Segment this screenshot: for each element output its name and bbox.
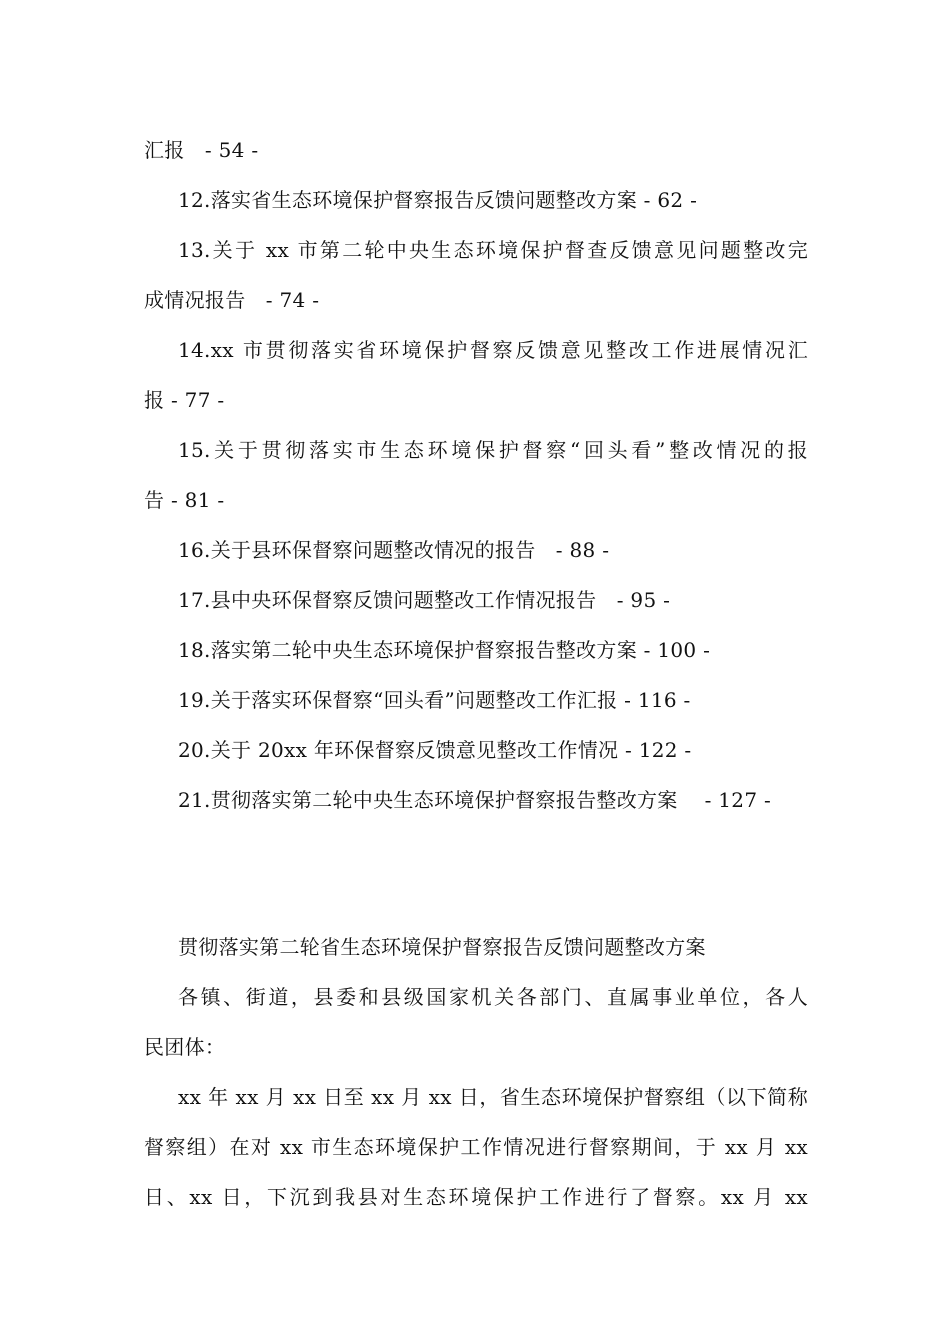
toc-entry-20[interactable]: 20.关于 20xx 年环保督察反馈意见整改工作情况 - 122 - (178, 738, 692, 762)
paragraph-1-line-3: 日、xx 日，下沉到我县对生态环境保护工作进行了督察。xx 月 xx (144, 1185, 808, 1209)
toc-entry-21[interactable]: 21.贯彻落实第二轮中央生态环境保护督察报告整改方案 - 127 - (178, 788, 772, 812)
toc-entry-13-line-2[interactable]: 成情况报告 - 74 - (144, 288, 320, 312)
article-title: 贯彻落实第二轮省生态环境保护督察报告反馈问题整改方案 (178, 935, 706, 959)
salutation-line-2: 民团体： (144, 1035, 226, 1059)
toc-entry-15-line-2[interactable]: 告 - 81 - (144, 488, 225, 512)
paragraph-1-line-1: xx 年 xx 月 xx 日至 xx 月 xx 日，省生态环境保护督察组（以下简称 (178, 1085, 808, 1109)
toc-entry-14-line-2[interactable]: 报 - 77 - (144, 388, 225, 412)
salutation-line-1: 各镇、街道，县委和县级国家机关各部门、直属事业单位，各人 (178, 985, 808, 1009)
toc-entry-12[interactable]: 12.落实省生态环境保护督察报告反馈问题整改方案 - 62 - (178, 188, 698, 212)
toc-entry-16[interactable]: 16.关于县环保督察问题整改情况的报告 - 88 - (178, 538, 610, 562)
toc-entry-18[interactable]: 18.落实第二轮中央生态环境保护督察报告整改方案 - 100 - (178, 638, 711, 662)
toc-entry-11-continuation: 汇报 - 54 - (144, 138, 259, 162)
paragraph-1-line-2: 督察组）在对 xx 市生态环境保护工作情况进行督察期间，于 xx 月 xx (144, 1135, 808, 1159)
toc-entry-15-line-1[interactable]: 15.关于贯彻落实市生态环境保护督察“回头看”整改情况的报 (178, 438, 808, 462)
toc-entry-14-line-1[interactable]: 14.xx 市贯彻落实省环境保护督察反馈意见整改工作进展情况汇 (178, 338, 808, 362)
toc-entry-13-line-1[interactable]: 13.关于 xx 市第二轮中央生态环境保护督查反馈意见问题整改完 (178, 238, 808, 262)
toc-entry-19[interactable]: 19.关于落实环保督察“回头看”问题整改工作汇报 - 116 - (178, 688, 691, 712)
toc-entry-17[interactable]: 17.县中央环保督察反馈问题整改工作情况报告 - 95 - (178, 588, 671, 612)
